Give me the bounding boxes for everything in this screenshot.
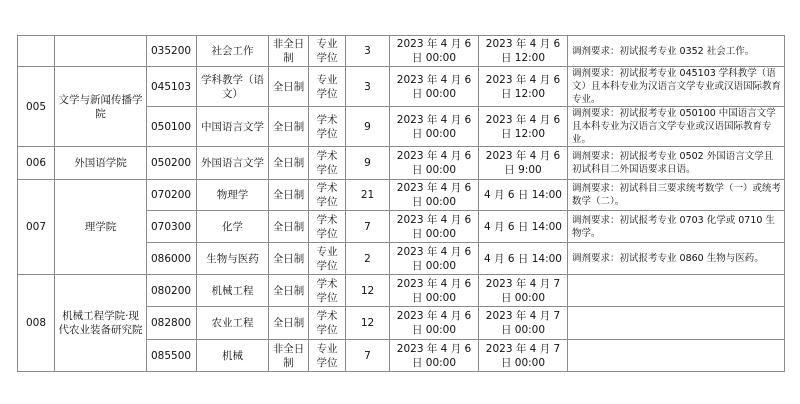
degree-type: 专业学位 (309, 67, 346, 107)
college-name: 机械工程学院·现代农业装备研究院 (55, 275, 147, 372)
table-row (18, 67, 785, 107)
quota: 2 (346, 243, 390, 275)
study-mode: 非全日制 (269, 36, 309, 67)
start-time: 2023 年 4 月 6 日 00:00 (390, 307, 479, 340)
degree-type: 专业学位 (309, 243, 346, 275)
major-name: 社会工作 (197, 36, 269, 67)
major-code: 035200 (147, 36, 197, 67)
major-code: 050200 (147, 147, 197, 180)
start-time: 2023 年 4 月 6 日 00:00 (390, 67, 479, 107)
start-time: 2023 年 4 月 6 日 00:00 (390, 36, 479, 67)
major-name: 中国语言文学 (197, 107, 269, 147)
requirement-note: 调剂要求：初试报考专业 0703 化学或 0710 生物学。 (568, 211, 785, 243)
requirement-note: 调剂要求：初试报考专业 050100 中国语言文学且本科专业为汉语言文学专业或汉语国际教育专业。 (568, 107, 785, 147)
major-name: 学科教学（语文） (197, 67, 269, 107)
requirement-note (568, 340, 785, 372)
quota: 3 (346, 36, 390, 67)
major-code: 085500 (147, 340, 197, 372)
study-mode: 非全日制 (269, 340, 309, 372)
start-time: 2023 年 4 月 6 日 00:00 (390, 147, 479, 180)
study-mode: 全日制 (269, 211, 309, 243)
college-no: 008 (18, 275, 55, 372)
quota: 21 (346, 180, 390, 211)
start-time: 2023 年 4 月 6 日 00:00 (390, 275, 479, 307)
degree-type: 专业学位 (309, 340, 346, 372)
major-code: 070300 (147, 211, 197, 243)
college-no: 007 (18, 180, 55, 275)
quota: 12 (346, 275, 390, 307)
study-mode: 全日制 (269, 243, 309, 275)
requirement-note: 调剂要求：初试报考专业 0860 生物与医药。 (568, 243, 785, 275)
major-name: 农业工程 (197, 307, 269, 340)
requirement-note: 调剂要求：初试报考专业 0352 社会工作。 (568, 36, 785, 67)
degree-type: 学术学位 (309, 211, 346, 243)
end-time: 2023 年 4 月 7 日 00:00 (479, 275, 568, 307)
end-time: 2023 年 4 月 6 日 12:00 (479, 107, 568, 147)
start-time: 2023 年 4 月 6 日 00:00 (390, 107, 479, 147)
study-mode: 全日制 (269, 147, 309, 180)
major-code: 082800 (147, 307, 197, 340)
end-time: 2023 年 4 月 7 日 00:00 (479, 340, 568, 372)
study-mode: 全日制 (269, 180, 309, 211)
major-code: 086000 (147, 243, 197, 275)
study-mode: 全日制 (269, 107, 309, 147)
end-time: 4 月 6 日 14:00 (479, 243, 568, 275)
admission-table (17, 35, 785, 372)
major-name: 外国语言文学 (197, 147, 269, 180)
degree-type: 学术学位 (309, 180, 346, 211)
quota: 9 (346, 147, 390, 180)
requirement-note: 调剂要求：初试报考专业 045103 学科教学（语文）且本科专业为汉语言文学专业或汉语国际教育专业。 (568, 67, 785, 107)
end-time: 2023 年 4 月 7 日 00:00 (479, 307, 568, 340)
quota: 7 (346, 211, 390, 243)
quota: 3 (346, 67, 390, 107)
degree-type: 学术学位 (309, 107, 346, 147)
table-row (18, 36, 785, 67)
major-name: 机械工程 (197, 275, 269, 307)
quota: 7 (346, 340, 390, 372)
college-name: 理学院 (55, 180, 147, 275)
degree-type: 学术学位 (309, 275, 346, 307)
study-mode: 全日制 (269, 275, 309, 307)
requirement-note (568, 307, 785, 340)
study-mode: 全日制 (269, 307, 309, 340)
major-code: 080200 (147, 275, 197, 307)
college-no: 006 (18, 147, 55, 180)
start-time: 2023 年 4 月 6 日 00:00 (390, 180, 479, 211)
end-time: 4 月 6 日 14:00 (479, 211, 568, 243)
major-name: 化学 (197, 211, 269, 243)
quota: 9 (346, 107, 390, 147)
college-no-cell (18, 36, 55, 67)
table-row (18, 275, 785, 307)
study-mode: 全日制 (269, 67, 309, 107)
end-time: 4 月 6 日 14:00 (479, 180, 568, 211)
start-time: 2023 年 4 月 6 日 00:00 (390, 243, 479, 275)
degree-type: 学术学位 (309, 307, 346, 340)
table-row (18, 180, 785, 211)
requirement-note: 调剂要求：初试科目三要求统考数学（一）或统考数学（二）。 (568, 180, 785, 211)
major-code: 045103 (147, 67, 197, 107)
degree-type: 学术学位 (309, 147, 346, 180)
college-no: 005 (18, 67, 55, 147)
start-time: 2023 年 4 月 6 日 00:00 (390, 340, 479, 372)
college-name: 外国语学院 (55, 147, 147, 180)
college-name: 文学与新闻传播学院 (55, 67, 147, 147)
major-name: 物理学 (197, 180, 269, 211)
end-time: 2023 年 4 月 6 日 12:00 (479, 67, 568, 107)
end-time: 2023 年 4 月 6 日 9:00 (479, 147, 568, 180)
major-code: 050100 (147, 107, 197, 147)
table-row (18, 147, 785, 180)
college-name-cell (55, 36, 147, 67)
requirement-note (568, 275, 785, 307)
major-name: 生物与医药 (197, 243, 269, 275)
quota: 12 (346, 307, 390, 340)
start-time: 2023 年 4 月 6 日 00:00 (390, 211, 479, 243)
major-code: 070200 (147, 180, 197, 211)
degree-type: 专业学位 (309, 36, 346, 67)
requirement-note: 调剂要求：初试报考专业 0502 外国语言文学且初试科目二外国语要求日语。 (568, 147, 785, 180)
end-time: 2023 年 4 月 6 日 12:00 (479, 36, 568, 67)
major-name: 机械 (197, 340, 269, 372)
